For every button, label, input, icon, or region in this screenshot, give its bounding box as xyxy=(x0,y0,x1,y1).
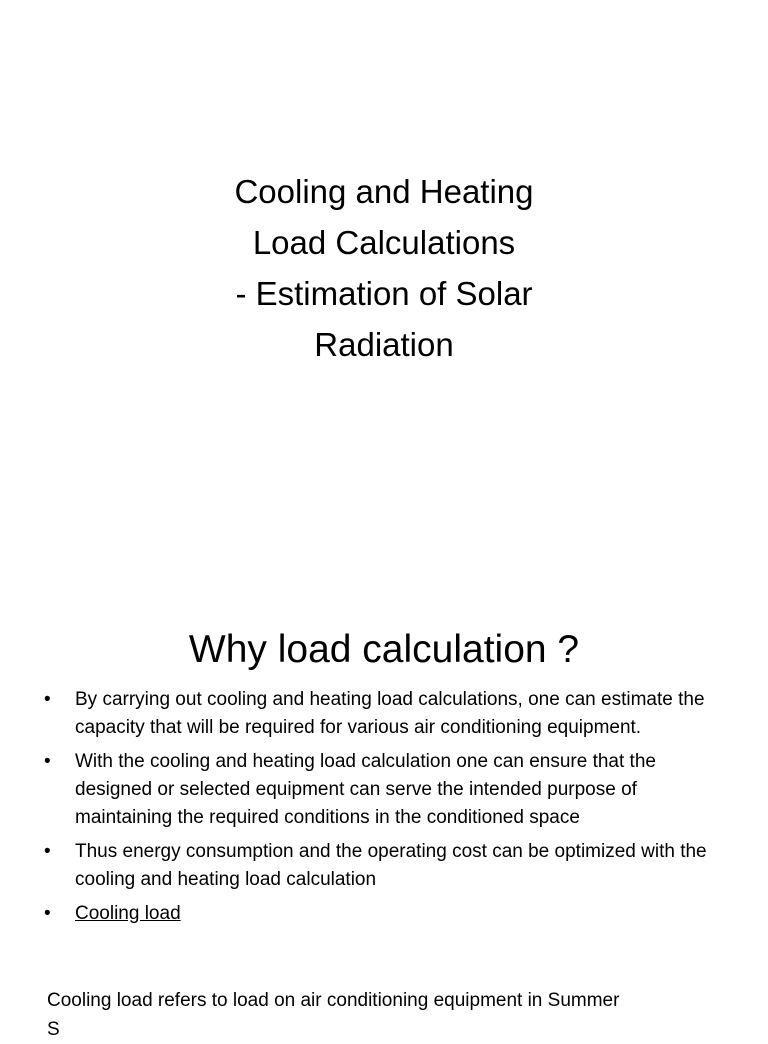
bullet-text: Thus energy consumption and the operating cost can be optimized with the cooling and heating load calculation xyxy=(75,841,707,890)
title-line: Cooling and Heating xyxy=(234,173,534,210)
bullet-icon: • xyxy=(44,841,51,862)
bullet-icon: • xyxy=(44,689,51,710)
title-line: Load Calculations xyxy=(252,224,516,261)
title-line: - Estimation of Solar xyxy=(235,275,533,312)
cooling-load-link: Cooling load xyxy=(75,903,181,924)
title-line: Radiation xyxy=(314,326,454,363)
section-heading: Why load calculation ? xyxy=(188,628,580,671)
bullet-text: With the cooling and heating load calculation one can ensure that the designed or selected equipment can serve the intended purpose of maintaining the required conditions in the conditioned space xyxy=(75,751,656,828)
bullet-icon: • xyxy=(44,903,51,924)
bullet-icon: • xyxy=(44,751,51,772)
slide-title xyxy=(150,166,618,370)
bullet-text: By carrying out cooling and heating load calculations, one can estimate the capacity that will be required for various air conditioning equipment. xyxy=(75,689,705,738)
clipped-text-line: S xyxy=(47,1019,60,1040)
cooling-load-definition: Cooling load refers to load on air conditioning equipment in Summer xyxy=(47,990,620,1011)
bullet-list xyxy=(44,686,724,934)
bullet-item xyxy=(44,748,724,832)
bullet-item xyxy=(44,838,724,894)
bullet-item xyxy=(44,900,724,928)
bullet-item xyxy=(44,686,724,742)
